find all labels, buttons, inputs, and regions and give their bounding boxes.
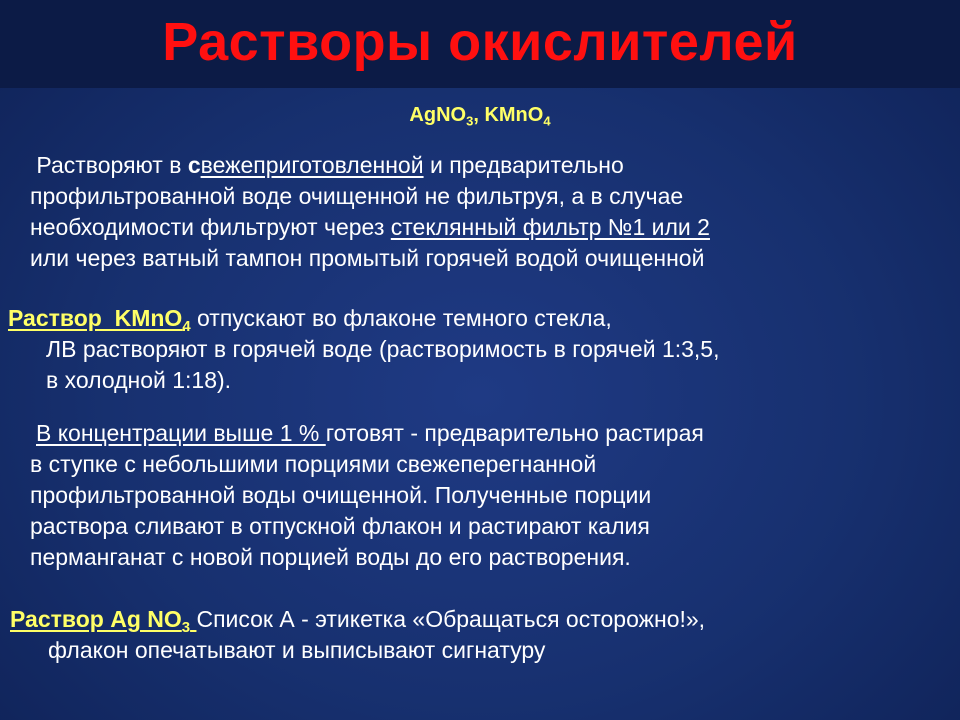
formula-kmno: , KMnO: [473, 104, 544, 126]
label-text: Раствор KMnO: [8, 305, 183, 331]
slide-title: Растворы окислителей: [162, 12, 798, 72]
label-agno3-solution: [10, 606, 196, 637]
paragraph-line: профильтрованной воды очищенной. Полученные порции: [30, 482, 652, 508]
paragraph-line: [30, 212, 710, 243]
text-segment: Список А - этикетка «Обращаться осторожно!»,: [196, 606, 706, 632]
text-segment: готовят - предварительно растирая: [325, 420, 704, 446]
paragraph-line: раствора сливают в отпускной флакон и растирают калия: [30, 513, 650, 539]
text-segment: Растворяют в: [30, 152, 188, 178]
text-segment: необходимости фильтруют через: [30, 214, 391, 240]
paragraph-line: [30, 418, 704, 449]
paragraph-dissolving: [30, 150, 710, 274]
formula-kmno-subscript: 4: [543, 113, 551, 129]
label-subscript: 3: [181, 619, 191, 637]
paragraph-kmno4-solution: [8, 303, 720, 396]
paragraph-line: в холодной 1:18).: [46, 367, 232, 393]
formula-agno: AgNO: [409, 104, 467, 126]
paragraph-line: [10, 604, 705, 635]
paragraph-line: в ступке с небольшими порциями свежеперегнанной: [30, 451, 597, 477]
label-kmno4-solution: [8, 305, 191, 336]
paragraph-line: [8, 303, 720, 334]
paragraph-line: флакон опечатывают и выписывают сигнатуру: [48, 637, 546, 663]
label-subscript: 4: [182, 318, 191, 336]
paragraph-line: [30, 150, 710, 181]
paragraph-line: или через ватный тампон промытый горячей водой очищенной: [30, 245, 705, 271]
underlined-fresh: вежеприготовленной: [200, 152, 424, 178]
paragraph-line: перманганат с новой порцией воды до его растворения.: [30, 544, 631, 570]
label-text: Раствор Ag NO: [10, 606, 182, 632]
paragraph-line: профильтрованной воде очищенной не фильтруя, а в случае: [30, 183, 684, 209]
formula-agno-subscript: 3: [466, 113, 474, 129]
paragraph-line: ЛВ растворяют в горячей воде (растворимость в горячей 1:3,5,: [46, 336, 720, 362]
text-segment: отпускают во флаконе темного стекла,: [190, 305, 612, 331]
underlined-glass-filter: стеклянный фильтр №1 или 2: [390, 214, 710, 240]
slide-subtitle: [0, 102, 960, 128]
text-segment: и предварительно: [423, 152, 624, 178]
paragraph-concentration: [30, 418, 704, 573]
paragraph-agno3-solution: [10, 604, 705, 666]
bold-letter: с: [187, 152, 201, 178]
underlined-concentration: В концентрации выше 1 %: [36, 420, 326, 446]
